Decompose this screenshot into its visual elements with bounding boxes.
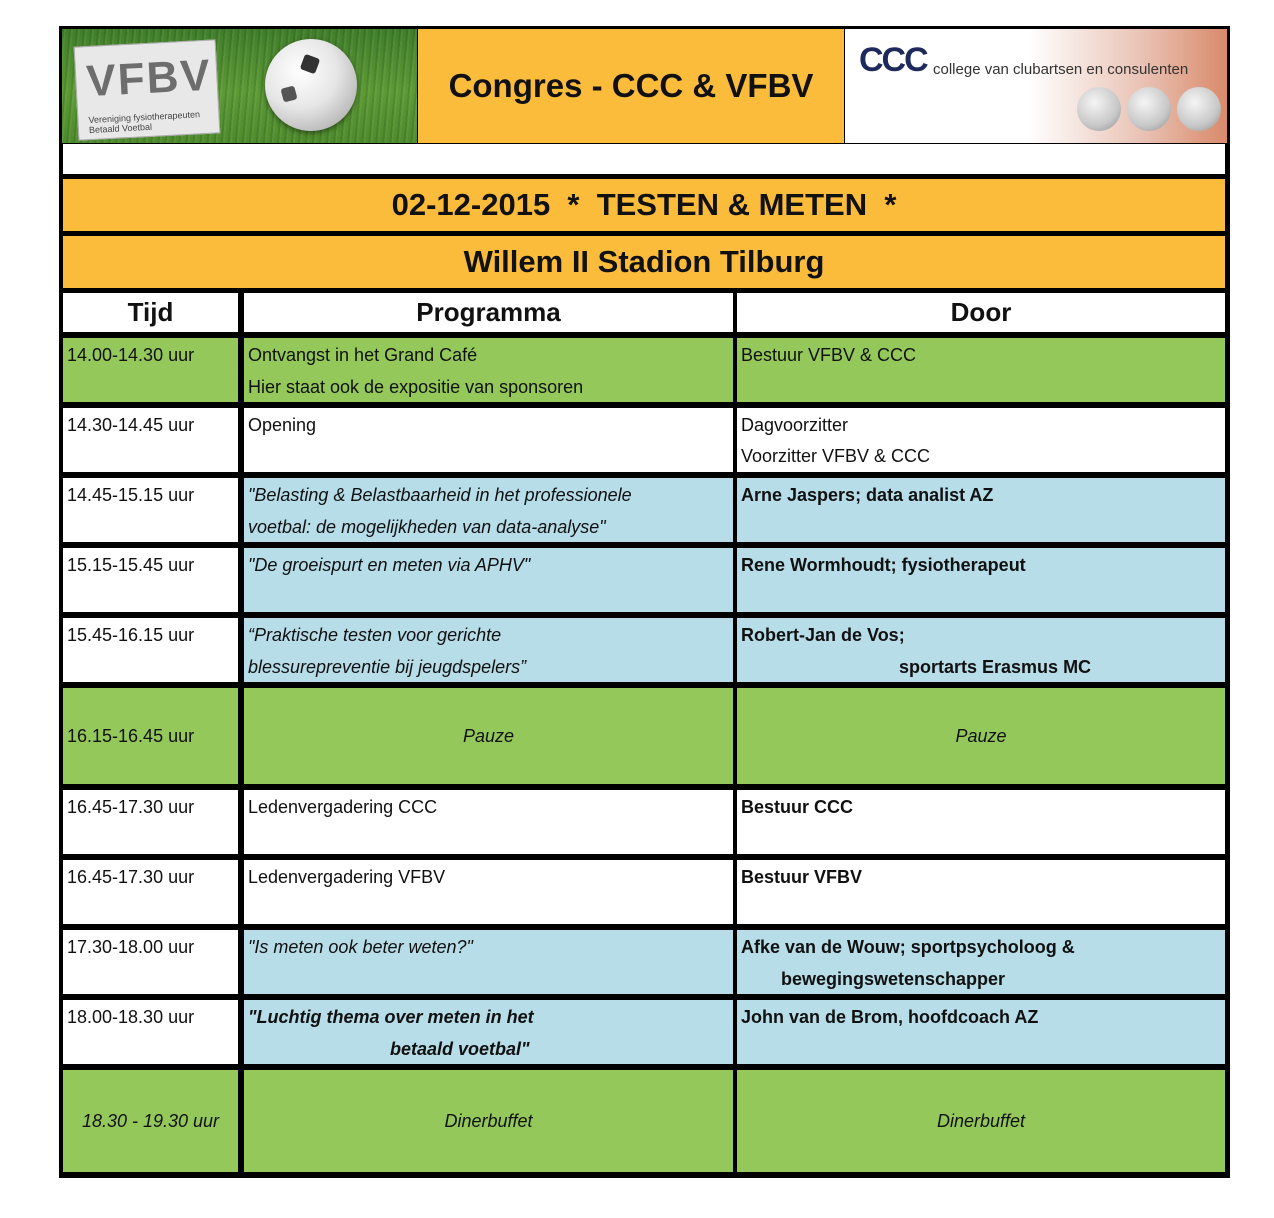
table-row-speaker (737, 790, 1225, 854)
football-icon (265, 39, 357, 131)
spacer-row (63, 144, 1225, 174)
table-row-time: 14.00-14.30 uur (63, 338, 238, 402)
table-row-speaker (737, 478, 1225, 542)
program-line: "Luchtig thema over meten in het (248, 1007, 534, 1027)
table-row-program (244, 618, 733, 682)
date-theme-banner: 02-12-2015 * TESTEN & METEN * (63, 179, 1225, 231)
ccc-logo-mark: CCC (859, 41, 927, 79)
speaker-line: sportarts Erasmus MC (899, 657, 1092, 677)
speaker-line: John van de Brom, hoofdcoach AZ (741, 1007, 1039, 1027)
table-row-time: 14.30-14.45 uur (63, 408, 238, 472)
table-row-time: 18.30 - 19.30 uur (63, 1070, 238, 1172)
ball-icon (1177, 87, 1221, 131)
table-row-time: 16.45-17.30 uur (63, 860, 238, 924)
column-header-programma: Programma (244, 293, 733, 332)
program-frame (59, 26, 1230, 1178)
vfbv-header-image (62, 29, 417, 143)
table-row-time: 18.00-18.30 uur (63, 1000, 238, 1064)
table-row-time: 16.15-16.45 uur (63, 688, 238, 784)
speaker-line: Voorzitter VFBV & CCC (741, 446, 931, 466)
table-row-time: 16.45-17.30 uur (63, 790, 238, 854)
table-row-program: Pauze (244, 688, 733, 784)
table-row-time: 15.15-15.45 uur (63, 548, 238, 612)
speaker-line: bewegingswetenschapper (781, 969, 1006, 989)
ccc-header-image (845, 29, 1227, 143)
table-row-program (244, 1000, 733, 1064)
table-row-time: 14.45-15.15 uur (63, 478, 238, 542)
vfbv-logo-subtitle: Vereniging fysiotherapeuten Betaald Voetbal (88, 109, 201, 136)
table-row-program (244, 930, 733, 994)
column-header-tijd: Tijd (63, 293, 238, 332)
program-line: Hier staat ook de expositie van sponsoren (248, 377, 584, 397)
table-row-speaker: Dinerbuffet (737, 1070, 1225, 1172)
vfbv-logo (74, 39, 221, 140)
speaker-line: Bestuur VFBV (741, 867, 863, 887)
program-line: "De groeispurt en meten via APHV" (248, 555, 531, 575)
vfbv-logo-text: VFBV (85, 50, 213, 107)
program-line: Ledenvergadering VFBV (248, 867, 446, 887)
speaker-line: Bestuur VFBV & CCC (741, 345, 917, 365)
program-line: blessurepreventie bij jeugdspelers” (248, 657, 527, 677)
program-line: “Praktische testen voor gerichte (248, 625, 502, 645)
program-line: "Belasting & Belastbaarheid in het professionele (248, 485, 632, 505)
table-row-program (244, 478, 733, 542)
program-line: betaald voetbal" (390, 1039, 530, 1059)
speaker-line: Robert-Jan de Vos; (741, 625, 905, 645)
table-row-program (244, 548, 733, 612)
table-row-program (244, 338, 733, 402)
table-row-program: Dinerbuffet (244, 1070, 733, 1172)
table-row-time: 17.30-18.00 uur (63, 930, 238, 994)
table-row-speaker (737, 930, 1225, 994)
speaker-line: Bestuur CCC (741, 797, 854, 817)
table-row-speaker (737, 860, 1225, 924)
congress-title: Congres - CCC & VFBV (418, 29, 844, 143)
program-line: voetbal: de mogelijkheden van data-analyse" (248, 517, 606, 537)
table-row-speaker (737, 1000, 1225, 1064)
table-row-speaker (737, 408, 1225, 472)
table-row-program (244, 790, 733, 854)
ccc-logo-text: college van clubartsen en consulenten (933, 61, 1189, 78)
table-row-speaker (737, 338, 1225, 402)
program-line: "Is meten ook beter weten?" (248, 937, 473, 957)
program-line: Ledenvergadering CCC (248, 797, 438, 817)
venue-banner: Willem II Stadion Tilburg (63, 236, 1225, 288)
table-row-speaker (737, 548, 1225, 612)
table-row-speaker: Pauze (737, 688, 1225, 784)
table-row-program (244, 860, 733, 924)
speaker-line: Arne Jaspers; data analist AZ (741, 485, 994, 505)
speaker-line: Afke van de Wouw; sportpsycholoog & (741, 937, 1075, 957)
ball-icon (1127, 87, 1171, 131)
table-row-program (244, 408, 733, 472)
speaker-line: Rene Wormhoudt; fysiotherapeut (741, 555, 1026, 575)
program-line: Ontvangst in het Grand Café (248, 345, 478, 365)
table-row-time: 15.45-16.15 uur (63, 618, 238, 682)
table-row-speaker (737, 618, 1225, 682)
ball-icon (1077, 87, 1121, 131)
speaker-line: Dagvoorzitter (741, 415, 849, 435)
column-header-door: Door (737, 293, 1225, 332)
program-line: Opening (248, 415, 317, 435)
